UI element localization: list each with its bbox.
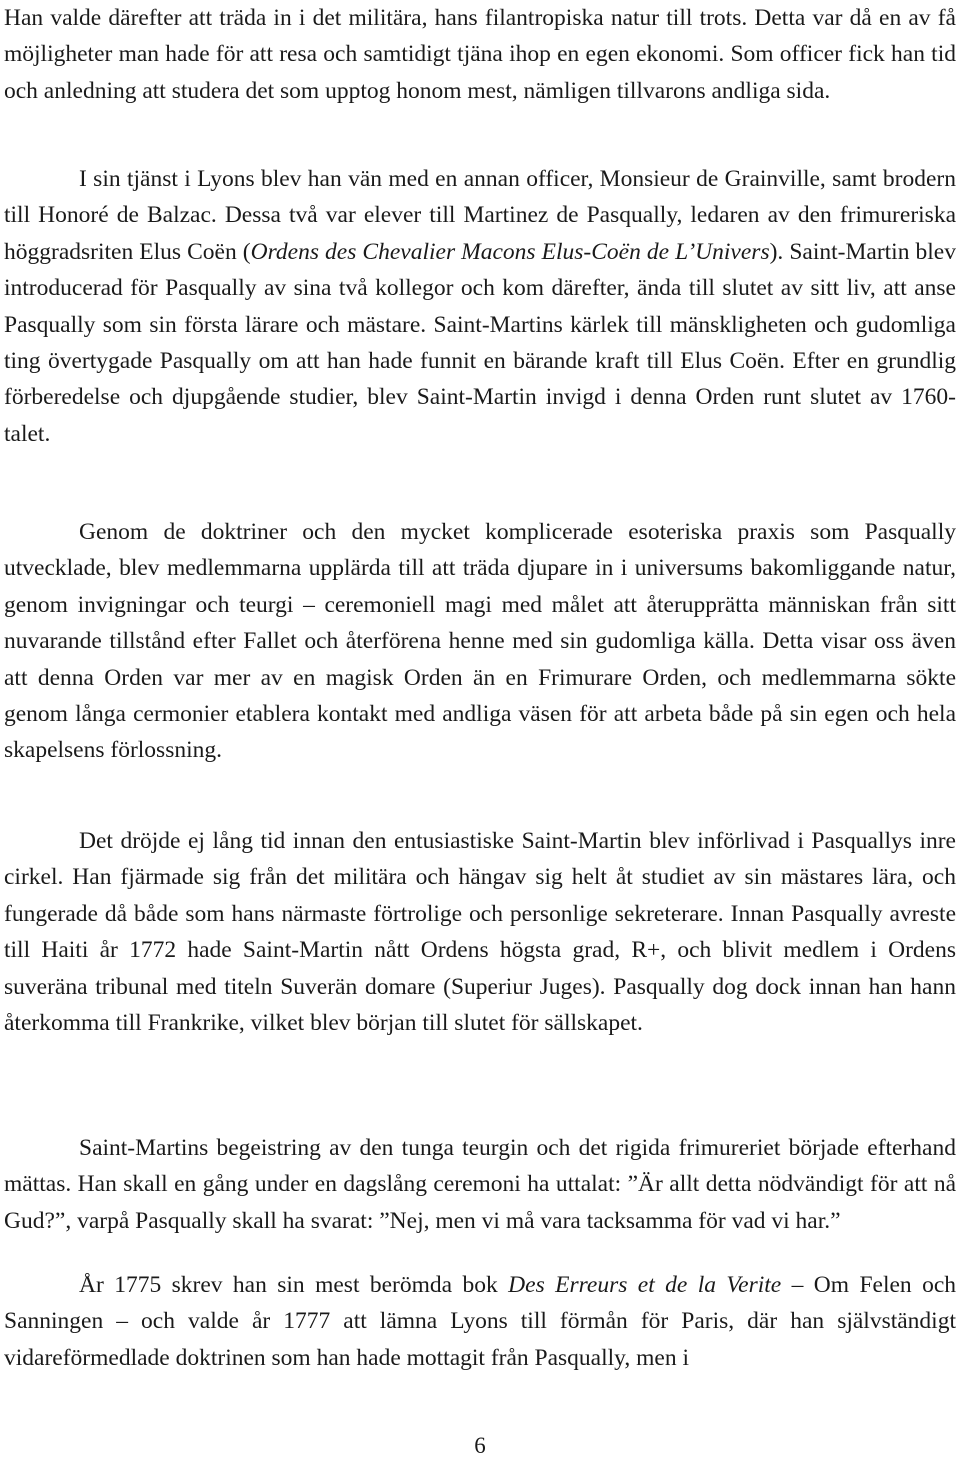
paragraph-1: Han valde därefter att träda in i det militära, hans filantropiska natur till trots. Detta var då en av få möjligheter man hade för att resa och samtidigt tjäna ihop en egen ekonomi. Som officer fick han tid och anledning att studera det som upptog honom mest, nämligen tillvarons andliga sida. bbox=[4, 5, 956, 104]
paragraph-4: Det dröjde ej lång tid innan den entusiastiske Saint-Martin blev införlivad i Pasquallys inre cirkel. Han fjärmade sig från det militära och hängav sig helt åt studiet av sin mästares lära, och fungerade då både som hans närmaste förtrolige och personlige sekreterare. Innan Pasqually avreste till Haiti år 1772 hade Saint-Martin nått Ordens högsta grad, R+, och blivit medlem i Ordens suveräna tribunal med titeln Suverän domare (Superiur Juges). Pasqually dog dock innan han hann återkomma till Frankrike, vilket blev början till slutet för sällskapet. bbox=[4, 828, 956, 1037]
paragraph-2 bbox=[4, 161, 956, 452]
paragraph-3: Genom de doktriner och den mycket komplicerade esoteriska praxis som Pasqually utvecklade, blev medlemmarna upplärda till att träda djupare in i universums bakomliggande natur, genom invigningar och teurgi – ceremoniell magi med målet att återupprätta människan från sitt nuvarande tillstånd efter Fallet och återförena henne med sin gudomliga källa. Detta visar oss även att denna Orden var mer av en magisk Orden än en Frimurare Orden, och medlemmarna sökte genom långa cermonier etablera kontakt med andliga väsen för att arbeta både på sin egen och hela skapelsens förlossning. bbox=[4, 519, 956, 764]
paragraph-2-italic-title: Ordens des Chevalier Macons Elus-Coën de L’Univers bbox=[250, 238, 770, 265]
paragraph-5: Saint-Martins begeistring av den tunga teurgin och det rigida frimureriet började efterhand mättas. Han skall en gång under en dagslång ceremoni ha uttalat: ”Är allt detta nödvändigt för att nå Gud?”, varpå Pasqually skall ha svarat: ”Nej, men vi må vara tacksamma för vad vi har.” bbox=[4, 1135, 956, 1234]
paragraph-2-text-a: I sin tjänst i Lyons blev han vän med en annan officer, Monsieur de Grainville, samt brodern till Honoré de Balzac. Dessa två var elever till Martinez de Pasqually, ledaren av den frimureriska höggradsriten Elus Coën ( bbox=[4, 166, 956, 265]
page-number: 6 bbox=[474, 1433, 486, 1458]
paragraph-6-italic-book-title: Des Erreurs et de la Verite bbox=[508, 1272, 782, 1298]
paragraph-6-text-a: År 1775 skrev han sin mest berömda bok bbox=[79, 1272, 509, 1298]
paragraph-6 bbox=[4, 1267, 956, 1376]
paragraph-6-text-b: – Om Felen och Sanningen – och valde år 1777 att lämna Lyons till förmån för Paris, där han självständigt vidareförmedlade doktrinen som han hade mottagit från Pasqually, men i bbox=[4, 1272, 957, 1371]
paragraph-2-text-b: ). Saint-Martin blev introducerad för Pasqually av sina två kollegor och kom därefter, ända till slutet av sitt liv, att anse Pasqually som sin första lärare och mästare. Saint-Martins kärlek till mänskligheten och gudomliga ting övertygade Pasqually om att han hade funnit en bärande kraft till Elus Coën. Efter en grundlig förberedelse och djupgående studier, blev Saint-Martin invigd i denna Orden runt slutet av 1760-talet. bbox=[4, 238, 956, 447]
